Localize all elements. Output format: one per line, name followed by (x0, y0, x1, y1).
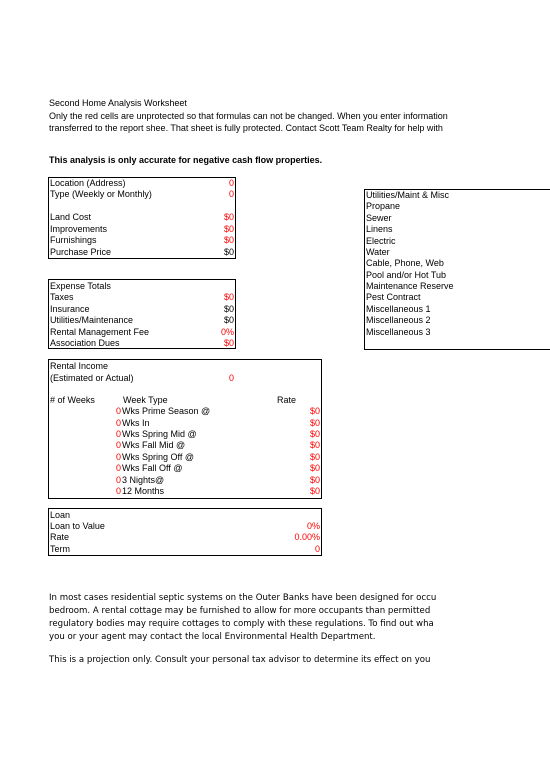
instructions-line-1: Only the red cells are unprotected so that formulas can not be changed. When you enter information (49, 111, 448, 121)
land-cost-cell[interactable]: $0 (223, 212, 234, 222)
utilities-left-border (364, 189, 365, 350)
week-type-label: Wks Prime Season @ (122, 406, 211, 416)
utilities-item-misc-2: Miscellaneous 2 (366, 315, 431, 325)
rate-cell[interactable]: 0.00% (294, 532, 320, 542)
utilities-maintenance-label: Utilities/Maintenance (50, 315, 134, 325)
rate-cell[interactable]: $0 (309, 475, 320, 485)
taxes-cell[interactable]: $0 (223, 292, 234, 302)
week-type-label: 12 Months (122, 486, 165, 496)
expense-totals-label: Expense Totals (50, 281, 111, 291)
furnishings-label: Furnishings (50, 235, 97, 245)
loan-to-value-label: Loan to Value (50, 521, 105, 531)
weeks-cell[interactable]: 0 (115, 406, 121, 416)
utilities-item-electric: Electric (366, 236, 396, 246)
estimated-actual-cell[interactable]: 0 (229, 373, 235, 383)
week-type-column-header: Week Type (123, 395, 168, 405)
utilities-item-pest-contract: Pest Contract (366, 292, 421, 302)
projection-disclaimer: This is a projection only. Consult your personal tax advisor to determine its effect on you (49, 655, 431, 665)
rate-cell[interactable]: $0 (309, 429, 320, 439)
insurance-value: $0 (223, 304, 234, 314)
week-type-label: 3 Nights@ (122, 475, 165, 485)
association-dues-label: Association Dues (50, 338, 120, 348)
septic-note-line-2: bedroom. A rental cottage may be furnished to allow for more occupants than permitted (49, 606, 431, 616)
loan-title: Loan (50, 510, 71, 520)
utilities-item-propane: Propane (366, 201, 401, 211)
term-cell[interactable]: 0 (314, 544, 320, 554)
weeks-cell[interactable]: 0 (115, 418, 121, 428)
weeks-cell[interactable]: 0 (115, 463, 121, 473)
rate-cell[interactable]: $0 (309, 418, 320, 428)
week-type-label: Wks In (122, 418, 150, 428)
weeks-cell[interactable]: 0 (115, 475, 121, 485)
septic-note-line-4: you or your agent may contact the local Environmental Health Department. (49, 632, 376, 642)
rental-fee-cell[interactable]: 0% (220, 327, 234, 337)
weeks-cell[interactable]: 0 (115, 440, 121, 450)
rental-income-title: Rental Income (50, 361, 109, 371)
weeks-column-header: # of Weeks (50, 395, 95, 405)
taxes-label: Taxes (50, 292, 74, 302)
weeks-cell[interactable]: 0 (115, 486, 121, 496)
week-type-label: Wks Spring Off @ (122, 452, 194, 462)
insurance-label: Insurance (50, 304, 90, 314)
worksheet-title: Second Home Analysis Worksheet (49, 98, 187, 108)
utilities-item-misc-3: Miscellaneous 3 (366, 327, 431, 337)
septic-note-line-3: regulatory bodies may require cottages to comply with these regulations. To find out wha (49, 619, 434, 629)
location-cell[interactable]: 0 (228, 178, 234, 188)
utilities-item-water: Water (366, 247, 390, 257)
estimated-actual-label: (Estimated or Actual) (50, 373, 134, 383)
type-cell[interactable]: 0 (228, 189, 234, 199)
loan-to-value-cell[interactable]: 0% (306, 521, 320, 531)
week-type-label: Wks Spring Mid @ (122, 429, 197, 439)
utilities-item-pool: Pool and/or Hot Tub (366, 270, 447, 280)
rental-fee-label: Rental Management Fee (50, 327, 150, 337)
furnishings-cell[interactable]: $0 (223, 235, 234, 245)
association-dues-cell[interactable]: $0 (223, 338, 234, 348)
utilities-header: Utilities/Maint & Misc (366, 190, 450, 200)
rate-cell[interactable]: $0 (309, 486, 320, 496)
utilities-item-sewer: Sewer (366, 213, 392, 223)
week-type-label: Wks Fall Off @ (122, 463, 183, 473)
utilities-item-misc-1: Miscellaneous 1 (366, 304, 431, 314)
rate-cell[interactable]: $0 (309, 463, 320, 473)
utilities-item-maintenance-reserve: Maintenance Reserve (366, 281, 454, 291)
utilities-maintenance-value: $0 (223, 315, 234, 325)
weeks-cell[interactable]: 0 (115, 429, 121, 439)
type-label: Type (Weekly or Monthly) (50, 189, 152, 199)
utilities-item-linens: Linens (366, 224, 393, 234)
term-label: Term (50, 544, 70, 554)
purchase-price-label: Purchase Price (50, 247, 112, 257)
land-cost-label: Land Cost (50, 212, 92, 222)
improvements-cell[interactable]: $0 (223, 224, 234, 234)
rate-cell[interactable]: $0 (309, 406, 320, 416)
purchase-price-value: $0 (223, 247, 234, 257)
improvements-label: Improvements (50, 224, 108, 234)
septic-note-line-1: In most cases residential septic systems on the Outer Banks have been designed for occu (49, 593, 437, 603)
rate-label: Rate (50, 532, 70, 542)
cash-flow-warning: This analysis is only accurate for negative cash flow properties. (49, 155, 323, 165)
rate-cell[interactable]: $0 (309, 440, 320, 450)
rate-cell[interactable]: $0 (309, 452, 320, 462)
utilities-bottom-border (364, 349, 550, 350)
utilities-item-cable: Cable, Phone, Web (366, 258, 444, 268)
weeks-cell[interactable]: 0 (115, 452, 121, 462)
week-type-label: Wks Fall Mid @ (122, 440, 186, 450)
instructions-line-2: transferred to the report shee. That sheet is fully protected. Contact Scott Team Realty for help with (49, 123, 443, 133)
rate-column-header: Rate (277, 395, 297, 405)
location-label: Location (Address) (50, 178, 126, 188)
